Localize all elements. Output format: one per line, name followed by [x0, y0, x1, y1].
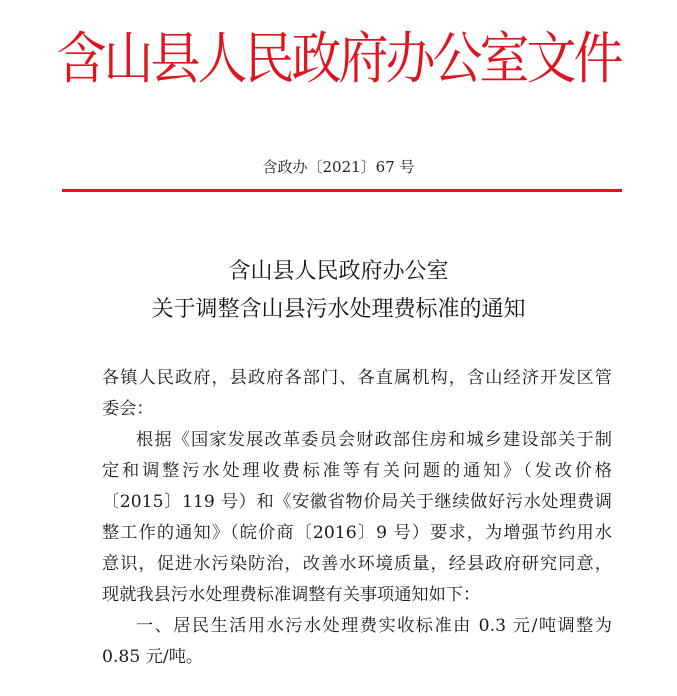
document-number: 含政办〔2021〕67 号: [262, 158, 415, 176]
notice-title-line-2: 关于调整含山县污水处理费标准的通知: [151, 297, 526, 322]
body-line-paragraph-6: 现就我县污水处理费标准调整有关事项通知如下：: [102, 585, 481, 605]
body-line-paragraph-4: 整工作的通知》（皖价商〔2016〕9 号）要求，为增强节约用水: [102, 523, 612, 543]
body-line-paragraph-2: 定和调整污水处理收费标准等有关问题的通知》（发改价格: [102, 461, 612, 481]
org-masthead-title: 含山县人民政府办公室文件: [56, 26, 621, 92]
document-body: [102, 363, 612, 673]
body-line-paragraph-3: 〔2015〕119 号）和《安徽省物价局关于继续做好污水处理费调: [102, 492, 612, 512]
body-line-paragraph-5: 意识，促进水污染防治，改善水环境质量，经县政府研究同意，: [102, 554, 612, 574]
red-divider-rule: [62, 189, 622, 192]
body-line-item-1: 一、居民生活用水污水处理费实收标准由 0.3 元/吨调整为: [136, 616, 612, 636]
body-line-addressee-2: 委会：: [102, 399, 154, 419]
body-line-item-2: 0.85 元/吨。: [102, 647, 204, 667]
notice-title-line-1: 含山县人民政府办公室: [228, 259, 449, 284]
body-line-paragraph-1: 根据《国家发展改革委员会财政部住房和城乡建设部关于制: [136, 430, 612, 450]
body-line-addressee-1: 各镇人民政府，县政府各部门、各直属机构，含山经济开发区管: [102, 368, 612, 388]
